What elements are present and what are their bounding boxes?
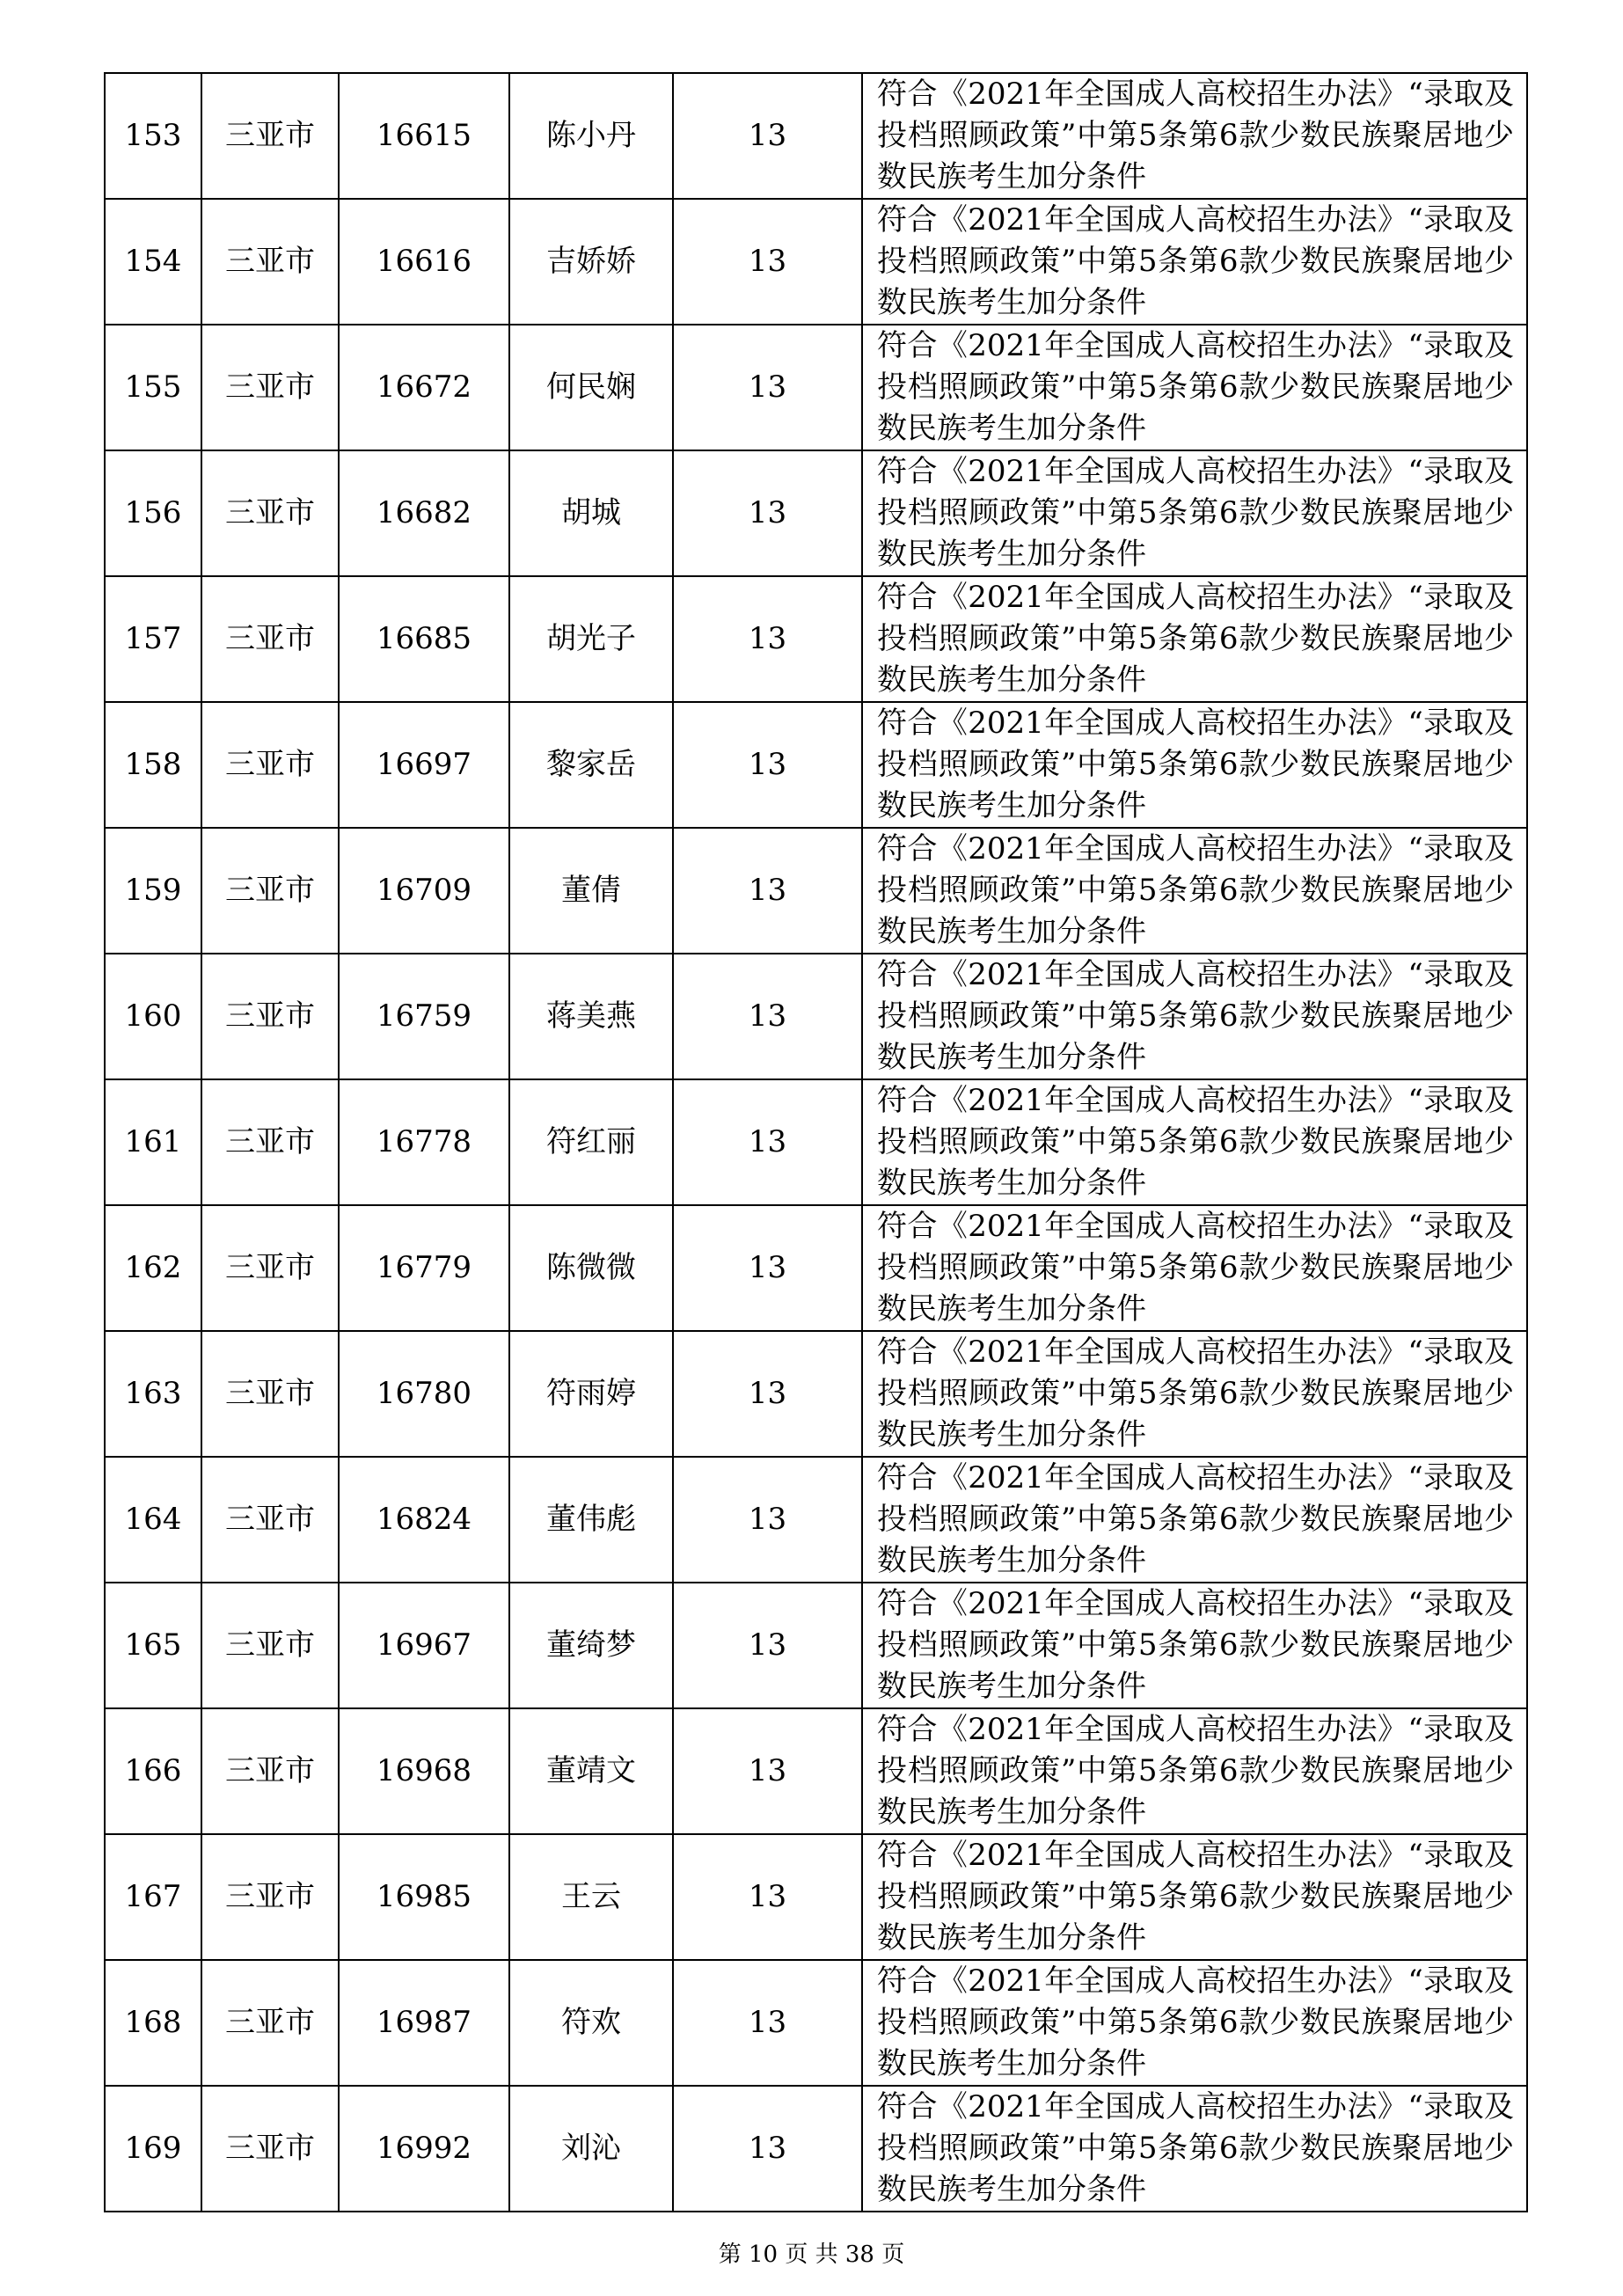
cell-score: 13 xyxy=(673,1331,862,1457)
cell-name: 何民娴 xyxy=(509,325,673,450)
cell-city: 三亚市 xyxy=(201,1583,339,1708)
table-row xyxy=(105,2086,1527,2212)
cell-id: 16759 xyxy=(339,954,509,1079)
cell-city: 三亚市 xyxy=(201,1205,339,1331)
cell-city: 三亚市 xyxy=(201,199,339,325)
table-row xyxy=(105,1708,1527,1834)
cell-no: 165 xyxy=(105,1583,201,1708)
cell-city: 三亚市 xyxy=(201,325,339,450)
cell-city: 三亚市 xyxy=(201,2086,339,2212)
cell-note: 符合《2021年全国成人高校招生办法》“录取及投档照顾政策”中第5条第6款少数民族聚居地少数民族考生加分条件 xyxy=(862,1079,1527,1205)
cell-name: 吉娇娇 xyxy=(509,199,673,325)
cell-score: 13 xyxy=(673,1457,862,1583)
cell-score: 13 xyxy=(673,325,862,450)
table-row xyxy=(105,954,1527,1079)
cell-name: 刘沁 xyxy=(509,2086,673,2212)
cell-note: 符合《2021年全国成人高校招生办法》“录取及投档照顾政策”中第5条第6款少数民族聚居地少数民族考生加分条件 xyxy=(862,702,1527,828)
cell-name: 胡城 xyxy=(509,450,673,576)
cell-no: 155 xyxy=(105,325,201,450)
cell-city: 三亚市 xyxy=(201,1331,339,1457)
cell-name: 陈小丹 xyxy=(509,73,673,199)
cell-score: 13 xyxy=(673,1960,862,2086)
cell-note: 符合《2021年全国成人高校招生办法》“录取及投档照顾政策”中第5条第6款少数民族聚居地少数民族考生加分条件 xyxy=(862,2086,1527,2212)
table-row xyxy=(105,1583,1527,1708)
cell-id: 16615 xyxy=(339,73,509,199)
page-footer: 第 10 页 共 38 页 xyxy=(718,2241,905,2268)
record-table xyxy=(104,72,1528,2212)
cell-no: 156 xyxy=(105,450,201,576)
cell-id: 16987 xyxy=(339,1960,509,2086)
table-row xyxy=(105,702,1527,828)
cell-no: 166 xyxy=(105,1708,201,1834)
cell-note: 符合《2021年全国成人高校招生办法》“录取及投档照顾政策”中第5条第6款少数民族聚居地少数民族考生加分条件 xyxy=(862,1960,1527,2086)
cell-note: 符合《2021年全国成人高校招生办法》“录取及投档照顾政策”中第5条第6款少数民族聚居地少数民族考生加分条件 xyxy=(862,1834,1527,1960)
cell-name: 符红丽 xyxy=(509,1079,673,1205)
cell-note: 符合《2021年全国成人高校招生办法》“录取及投档照顾政策”中第5条第6款少数民族聚居地少数民族考生加分条件 xyxy=(862,954,1527,1079)
cell-score: 13 xyxy=(673,954,862,1079)
cell-name: 董倩 xyxy=(509,828,673,954)
table-row xyxy=(105,1960,1527,2086)
cell-city: 三亚市 xyxy=(201,576,339,702)
table-row xyxy=(105,1331,1527,1457)
cell-id: 16992 xyxy=(339,2086,509,2212)
cell-note: 符合《2021年全国成人高校招生办法》“录取及投档照顾政策”中第5条第6款少数民族聚居地少数民族考生加分条件 xyxy=(862,1457,1527,1583)
cell-no: 158 xyxy=(105,702,201,828)
cell-city: 三亚市 xyxy=(201,450,339,576)
cell-note: 符合《2021年全国成人高校招生办法》“录取及投档照顾政策”中第5条第6款少数民族聚居地少数民族考生加分条件 xyxy=(862,450,1527,576)
cell-city: 三亚市 xyxy=(201,73,339,199)
cell-no: 160 xyxy=(105,954,201,1079)
cell-name: 陈微微 xyxy=(509,1205,673,1331)
cell-city: 三亚市 xyxy=(201,1457,339,1583)
cell-city: 三亚市 xyxy=(201,1708,339,1834)
cell-name: 符雨婷 xyxy=(509,1331,673,1457)
cell-id: 16985 xyxy=(339,1834,509,1960)
cell-id: 16779 xyxy=(339,1205,509,1331)
cell-name: 董靖文 xyxy=(509,1708,673,1834)
cell-id: 16616 xyxy=(339,199,509,325)
cell-name: 王云 xyxy=(509,1834,673,1960)
table-row xyxy=(105,828,1527,954)
cell-score: 13 xyxy=(673,1834,862,1960)
table-row xyxy=(105,450,1527,576)
cell-note: 符合《2021年全国成人高校招生办法》“录取及投档照顾政策”中第5条第6款少数民族聚居地少数民族考生加分条件 xyxy=(862,576,1527,702)
cell-no: 162 xyxy=(105,1205,201,1331)
cell-id: 16967 xyxy=(339,1583,509,1708)
cell-city: 三亚市 xyxy=(201,1834,339,1960)
cell-note: 符合《2021年全国成人高校招生办法》“录取及投档照顾政策”中第5条第6款少数民族聚居地少数民族考生加分条件 xyxy=(862,1331,1527,1457)
cell-no: 168 xyxy=(105,1960,201,2086)
table-row xyxy=(105,1205,1527,1331)
table-row xyxy=(105,1834,1527,1960)
cell-name: 董伟彪 xyxy=(509,1457,673,1583)
cell-no: 169 xyxy=(105,2086,201,2212)
cell-score: 13 xyxy=(673,73,862,199)
cell-id: 16697 xyxy=(339,702,509,828)
cell-city: 三亚市 xyxy=(201,1960,339,2086)
cell-name: 符欢 xyxy=(509,1960,673,2086)
table-row xyxy=(105,1079,1527,1205)
cell-id: 16968 xyxy=(339,1708,509,1834)
cell-score: 13 xyxy=(673,199,862,325)
table-row xyxy=(105,73,1527,199)
cell-note: 符合《2021年全国成人高校招生办法》“录取及投档照顾政策”中第5条第6款少数民族聚居地少数民族考生加分条件 xyxy=(862,73,1527,199)
cell-note: 符合《2021年全国成人高校招生办法》“录取及投档照顾政策”中第5条第6款少数民族聚居地少数民族考生加分条件 xyxy=(862,1205,1527,1331)
table-row xyxy=(105,325,1527,450)
cell-name: 胡光子 xyxy=(509,576,673,702)
table-row xyxy=(105,1457,1527,1583)
cell-note: 符合《2021年全国成人高校招生办法》“录取及投档照顾政策”中第5条第6款少数民族聚居地少数民族考生加分条件 xyxy=(862,199,1527,325)
cell-score: 13 xyxy=(673,2086,862,2212)
cell-note: 符合《2021年全国成人高校招生办法》“录取及投档照顾政策”中第5条第6款少数民族聚居地少数民族考生加分条件 xyxy=(862,1708,1527,1834)
table-row xyxy=(105,199,1527,325)
cell-no: 164 xyxy=(105,1457,201,1583)
cell-name: 蒋美燕 xyxy=(509,954,673,1079)
cell-score: 13 xyxy=(673,1708,862,1834)
cell-id: 16778 xyxy=(339,1079,509,1205)
cell-city: 三亚市 xyxy=(201,828,339,954)
cell-score: 13 xyxy=(673,1079,862,1205)
cell-note: 符合《2021年全国成人高校招生办法》“录取及投档照顾政策”中第5条第6款少数民族聚居地少数民族考生加分条件 xyxy=(862,1583,1527,1708)
cell-id: 16685 xyxy=(339,576,509,702)
cell-city: 三亚市 xyxy=(201,702,339,828)
cell-id: 16824 xyxy=(339,1457,509,1583)
table-row xyxy=(105,576,1527,702)
cell-id: 16682 xyxy=(339,450,509,576)
cell-score: 13 xyxy=(673,1583,862,1708)
cell-no: 153 xyxy=(105,73,201,199)
cell-score: 13 xyxy=(673,450,862,576)
cell-score: 13 xyxy=(673,576,862,702)
cell-id: 16780 xyxy=(339,1331,509,1457)
cell-no: 154 xyxy=(105,199,201,325)
cell-no: 161 xyxy=(105,1079,201,1205)
cell-score: 13 xyxy=(673,828,862,954)
cell-no: 159 xyxy=(105,828,201,954)
cell-note: 符合《2021年全国成人高校招生办法》“录取及投档照顾政策”中第5条第6款少数民族聚居地少数民族考生加分条件 xyxy=(862,828,1527,954)
cell-no: 163 xyxy=(105,1331,201,1457)
cell-name: 董绮梦 xyxy=(509,1583,673,1708)
cell-id: 16709 xyxy=(339,828,509,954)
cell-note: 符合《2021年全国成人高校招生办法》“录取及投档照顾政策”中第5条第6款少数民族聚居地少数民族考生加分条件 xyxy=(862,325,1527,450)
cell-city: 三亚市 xyxy=(201,954,339,1079)
cell-no: 167 xyxy=(105,1834,201,1960)
cell-city: 三亚市 xyxy=(201,1079,339,1205)
cell-score: 13 xyxy=(673,1205,862,1331)
cell-no: 157 xyxy=(105,576,201,702)
cell-score: 13 xyxy=(673,702,862,828)
cell-id: 16672 xyxy=(339,325,509,450)
cell-name: 黎家岳 xyxy=(509,702,673,828)
table-body xyxy=(105,73,1527,2212)
